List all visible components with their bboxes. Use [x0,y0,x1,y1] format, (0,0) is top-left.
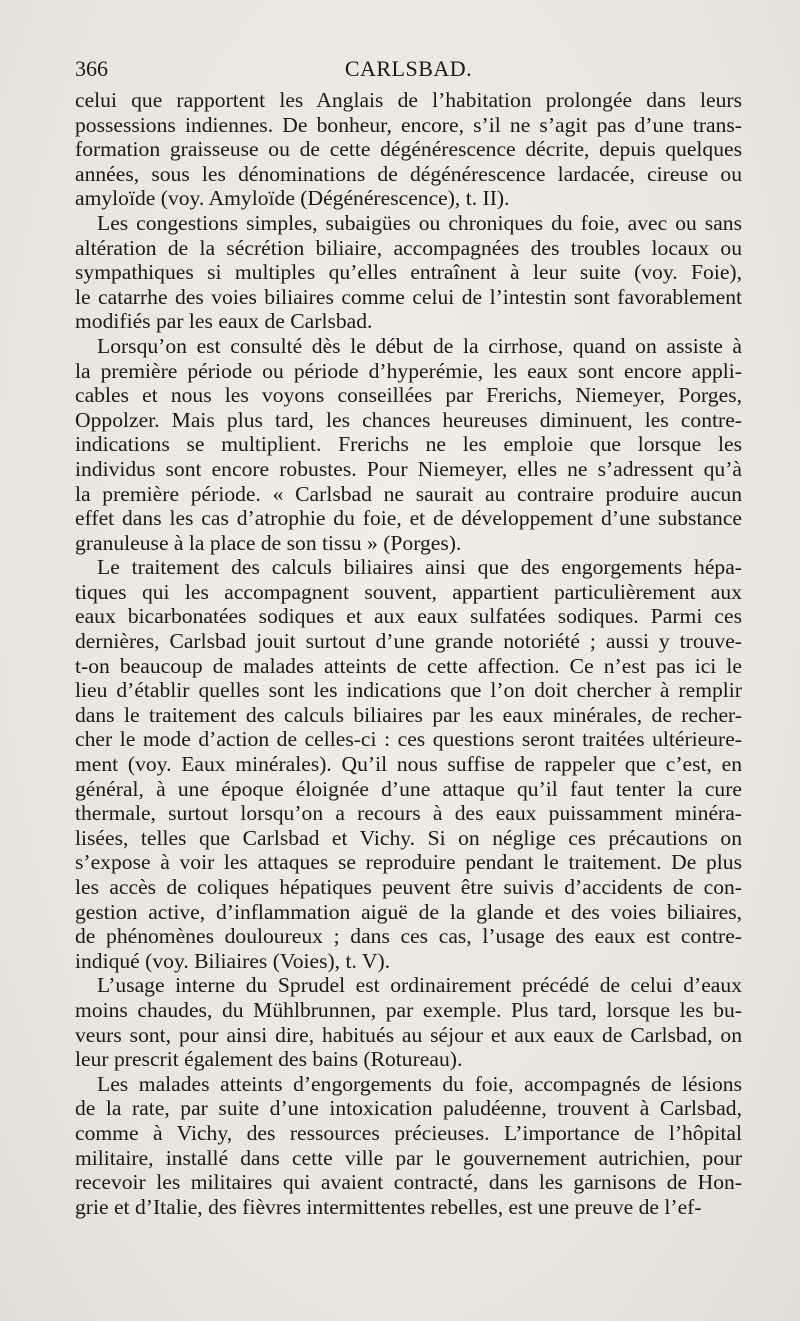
running-header [75,56,742,86]
text-line: la première période ou période d’hyperémie, les eaux sont encore appli- [75,358,742,383]
text-line: amyloïde (voy. Amyloïde (Dégénérescence), t. II). [75,186,510,211]
text-line: altération de la sécrétion biliaire, accompagnées des troubles locaux ou [75,235,742,260]
text-line: veurs sont, pour ainsi dire, habitués au séjour et aux eaux de Carlsbad, on [75,1022,742,1047]
text-line: indiqué (voy. Biliaires (Voies), t. V). [75,948,391,973]
text-line: indications se multiplient. Frerichs ne les emploie que lorsque les [75,432,742,457]
text-line: lisées, telles que Carlsbad et Vichy. Si on néglige ces précautions on [75,825,742,850]
text-line: tiques qui les accompagnent souvent, appartient particulièrement aux [75,579,742,604]
paragraph [75,211,742,334]
text-line: dernières, Carlsbad jouit surtout d’une grande notoriété ; aussi y trouve- [75,629,742,654]
text-line: Lorsqu’on est consulté dès le début de la cirrhose, quand on assiste à [97,333,742,358]
text-line: dans le traitement des calculs biliaires par les eaux minérales, de recher- [75,702,742,727]
text-line: recevoir les militaires qui avaient contracté, dans les garnisons de Hon- [75,1170,742,1195]
paragraph [75,555,742,973]
text-line: granuleuse à la place de son tissu » (Porges). [75,530,462,555]
text-line: la première période. « Carlsbad ne saurait au contraire produire aucun [75,481,742,506]
text-line: cher le mode d’action de celles-ci : ces questions seront traitées ultérieure- [75,727,742,752]
paragraph [75,1072,742,1220]
text-line: moins chaudes, du Mühlbrunnen, par exemple. Plus tard, lorsque les bu- [75,997,742,1022]
body-text [75,88,742,1219]
text-line: possessions indiennes. De bonheur, encore, s’il ne s’agit pas d’une trans- [75,112,742,137]
text-line: grie et d’Italie, des fièvres intermittentes rebelles, est une preuve de l’ef- [75,1194,702,1219]
text-line: thermale, surtout lorsqu’on a recours à des eaux puissamment minéra- [75,801,742,826]
text-line: celui que rapportent les Anglais de l’habitation prolongée dans leurs [75,88,742,112]
text-line: les accès de coliques hépatiques peuvent être suivis d’accidents de con- [75,875,742,899]
text-line: individus sont encore robustes. Pour Niemeyer, elles ne s’adressent qu’à [75,456,742,481]
text-line: le catarrhe des voies biliaires comme celui de l’intestin sont favorablement [75,284,742,309]
text-line: leur prescrit également des bains (Rotureau). [75,1047,463,1072]
text-line: de phénomènes douloureux ; dans ces cas, l’usage des eaux est contre- [75,924,742,949]
text-line: militaire, installé dans cette ville par le gouvernement autrichien, pour [75,1145,742,1170]
text-line: lieu d’établir quelles sont les indications que l’on doit chercher à remplir [75,678,742,703]
text-line: de la rate, par suite d’une intoxication paludéenne, trouvent à Carlsbad, [75,1096,742,1121]
paragraph [75,334,742,555]
paragraph [75,973,742,1071]
text-line: général, à une époque éloignée d’une attaque qu’il faut tenter la cure [75,776,742,801]
page-number: 366 [75,56,108,81]
text-line: comme à Vichy, des ressources précieuses. L’importance de l’hôpital [75,1120,742,1145]
text-line: modifiés par les eaux de Carlsbad. [75,309,373,334]
text-line: L’usage interne du Sprudel est ordinairement précédé de celui d’eaux [97,973,742,998]
text-line: Les malades atteints d’engorgements du foie, accompagnés de lésions [97,1071,742,1096]
text-line: cables et nous les voyons conseillées par Frerichs, Niemeyer, Porges, [75,383,742,408]
paragraph [75,88,742,211]
text-line: sympathiques si multiples qu’elles entraînent à leur suite (voy. Foie), [75,260,742,285]
text-line: Les congestions simples, subaigües ou chroniques du foie, avec ou sans [97,210,742,235]
text-line: effet dans les cas d’atrophie du foie, et de développement d’une substance [75,506,742,531]
text-line: Le traitement des calculs biliaires ainsi que des engorgements hépa- [97,555,742,580]
text-line: s’expose à voir les attaques se reproduire pendant le traitement. De plus [75,850,742,875]
running-title: CARLSBAD. [344,56,473,81]
text-line: années, sous les dénominations de dégénérescence lardacée, cireuse ou [75,161,742,186]
text-line: formation graisseuse ou de cette dégénérescence décrite, depuis quelques [75,137,742,162]
text-line: t-on beaucoup de malades atteints de cette affection. Ce n’est pas ici le [75,653,742,678]
text-line: ment (voy. Eaux minérales). Qu’il nous suffise de rappeler que c’est, en [75,752,742,777]
text-line: eaux bicarbonatées sodiques et aux eaux sulfatées sodiques. Parmi ces [75,604,742,629]
text-line: gestion active, d’inflammation aiguë de la glande et des voies biliaires, [75,899,742,924]
text-line: Oppolzer. Mais plus tard, les chances heureuses diminuent, les contre- [75,407,742,432]
